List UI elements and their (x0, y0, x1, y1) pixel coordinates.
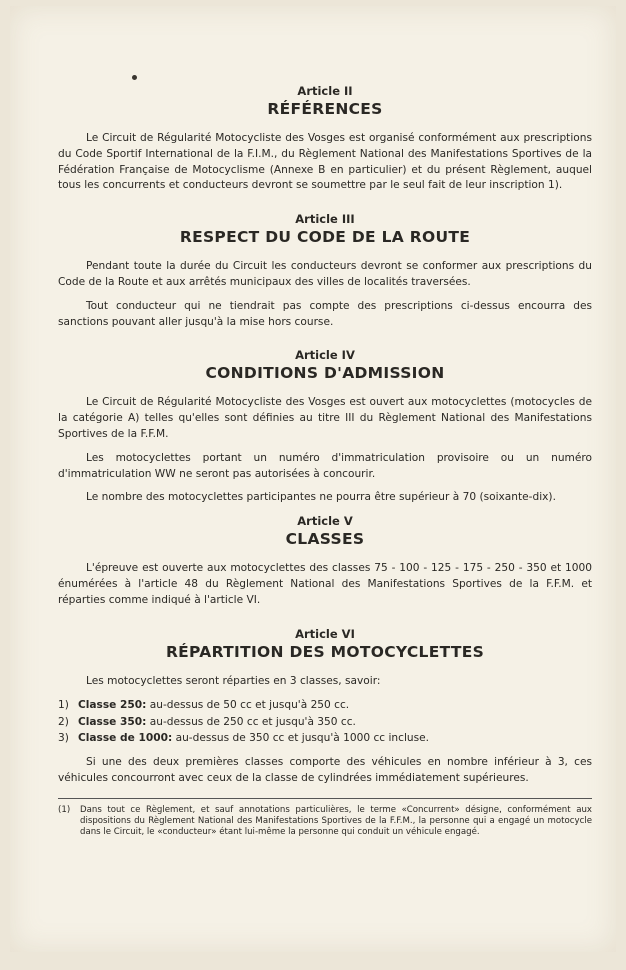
list-item (58, 714, 592, 731)
ink-dot (132, 75, 137, 80)
article-3 (58, 212, 592, 330)
class-name: Classe 250: (78, 699, 147, 712)
article-paragraph: Le Circuit de Régularité Motocycliste des Vosges est ouvert aux motocyclettes (motocycles de la catégorie A) telles qu'elles sont définies au titre III du Règlement National des Manifestations Sportives de la F.F.M. (58, 396, 592, 440)
article-number: Article III (295, 212, 355, 227)
list-item (58, 730, 592, 747)
footnote-divider (58, 798, 592, 799)
article-paragraph: Les motocyclettes seront réparties en 3 classes, savoir: (86, 674, 381, 687)
footnote (58, 805, 592, 838)
article-number: Article IV (295, 348, 355, 363)
list-number: 3) (58, 732, 69, 745)
article-paragraph: Tout conducteur qui ne tiendrait pas compte des prescriptions ci-dessus encourra des sanctions pouvant aller jusqu'à la mise hors course. (58, 299, 592, 328)
footnote-number: (1) (58, 805, 71, 816)
list-number: 2) (58, 715, 69, 728)
article-4 (58, 348, 592, 506)
class-name: Classe 350: (78, 715, 147, 728)
class-description: au-dessus de 50 cc et jusqu'à 250 cc. (146, 699, 350, 712)
article-paragraph: Le nombre des motocyclettes participantes ne pourra être supérieur à 70 (soixante-dix). (86, 491, 556, 504)
class-description: au-dessus de 350 cc et jusqu'à 1000 cc incluse. (172, 732, 430, 745)
article-title: CLASSES (285, 530, 365, 549)
list-number: 1) (58, 699, 69, 712)
list-item (58, 697, 592, 714)
footnote-text: Dans tout ce Règlement, et sauf annotations particulières, le terme «Concurrent» désigne, conformément aux dispositions du Règlement National des Manifestations Sportives de la F.F.M., la personne qui a engagé un motocycle dans le Circuit, le «conducteur» étant lui-même la personne qui conduit un véhicule engagé. (80, 805, 592, 838)
article-title: RÉPARTITION DES MOTOCYCLETTES (165, 642, 485, 661)
article-2 (58, 84, 592, 194)
article-number: Article II (297, 84, 353, 98)
class-description: au-dessus de 250 cc et jusqu'à 350 cc. (146, 715, 356, 728)
article-5 (58, 514, 592, 608)
article-paragraph: L'épreuve est ouverte aux motocyclettes des classes 75 - 100 - 125 - 175 - 250 - 350 et 1000 énumérées à l'article 48 du Règlement National des Manifestations Sportives de la F.F.M. et réparties comme indiqué à l'article VI. (58, 562, 592, 606)
class-list (58, 697, 592, 747)
article-title: RESPECT DU CODE DE LA ROUTE (179, 228, 471, 247)
article-6 (58, 627, 592, 787)
article-number: Article VI (295, 626, 355, 641)
article-title: CONDITIONS D'ADMISSION (205, 364, 445, 383)
article-paragraph: Le Circuit de Régularité Motocycliste des Vosges est organisé conformément aux prescriptions du Code Sportif International de la F.I.M., du Règlement National des Manifestations Sportives de la Fédération Française de Motocyclisme (Annexe B en particulier) et du présent Règlement, auquel tous les concurrents et conducteurs devront se soumettre par le seul fait de leur inscription 1). (58, 132, 592, 192)
article-paragraph: Si une des deux premières classes comporte des véhicules en nombre inférieur à 3, ces véhicules concourront avec ceux de la classe de cylindrées immédiatement supérieures. (58, 755, 592, 784)
document-page (10, 6, 616, 952)
article-title: RÉFÉRENCES (267, 100, 383, 118)
article-paragraph: Pendant toute la durée du Circuit les conducteurs devront se conformer aux prescriptions du Code de la Route et aux arrêtés municipaux des villes de localités traversées. (58, 260, 592, 288)
article-paragraph: Les motocyclettes portant un numéro d'immatriculation provisoire ou un numéro d'immatriculation WW ne seront pas autorisées à concourir. (58, 451, 592, 480)
regulation-content (58, 84, 592, 838)
article-number: Article V (297, 514, 353, 529)
class-name: Classe de 1000: (78, 732, 173, 745)
